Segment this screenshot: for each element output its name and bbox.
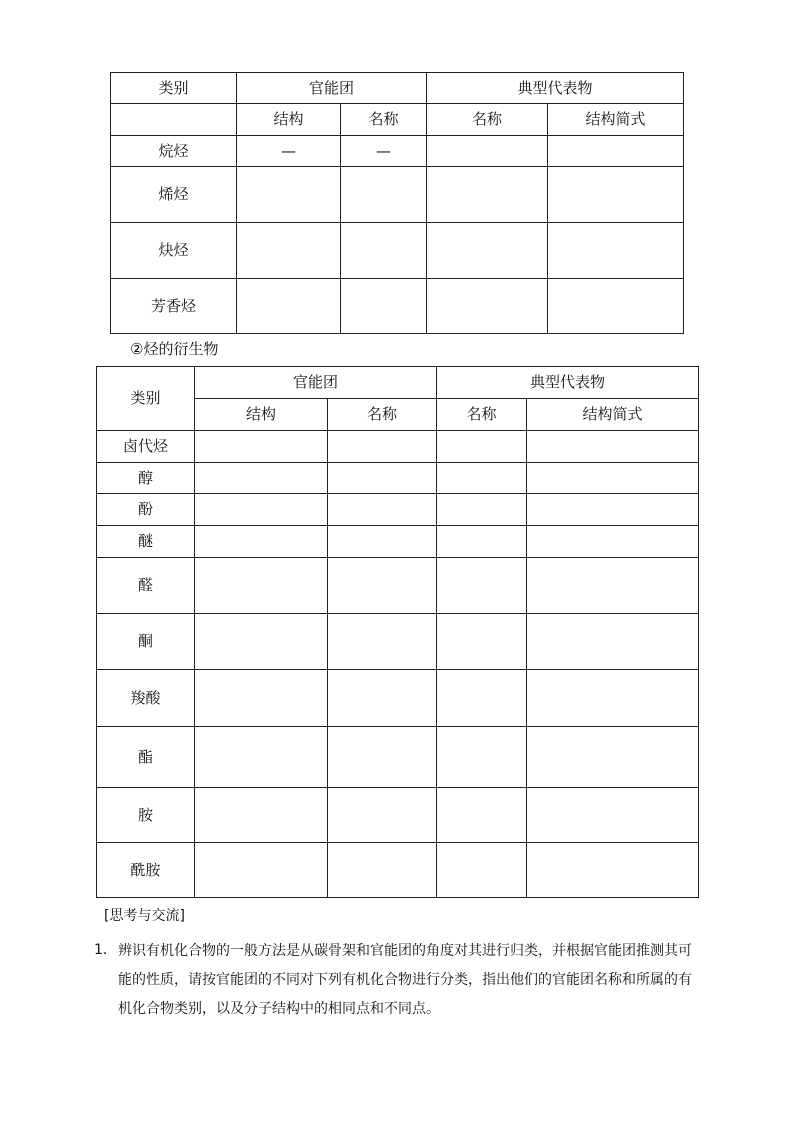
fg-name-cell xyxy=(328,843,437,898)
fg-name-cell xyxy=(328,431,437,463)
header-name: 名称 xyxy=(328,399,437,431)
formula-cell xyxy=(548,136,684,167)
rep-name-cell xyxy=(437,463,527,494)
fg-structure-cell xyxy=(195,670,328,727)
fg-structure-cell xyxy=(195,463,328,494)
row-category: 卤代烃 xyxy=(97,431,195,463)
formula-cell xyxy=(527,727,699,788)
rep-name-cell xyxy=(437,558,527,614)
header-functional-group: 官能团 xyxy=(195,367,437,399)
rep-name-cell xyxy=(437,788,527,843)
formula-cell xyxy=(548,167,684,223)
fg-name-cell xyxy=(328,494,437,526)
formula-cell xyxy=(527,614,699,670)
header-rep-name: 名称 xyxy=(437,399,527,431)
formula-cell xyxy=(527,463,699,494)
formula-cell xyxy=(527,558,699,614)
row-category: 烷烃 xyxy=(111,136,237,167)
fg-structure-cell xyxy=(195,431,328,463)
hydrocarbon-table xyxy=(110,72,684,334)
formula-cell xyxy=(527,843,699,898)
table-row xyxy=(97,614,699,670)
row-category: 酰胺 xyxy=(97,843,195,898)
formula-cell xyxy=(548,223,684,279)
row-category: 醛 xyxy=(97,558,195,614)
row-category: 羧酸 xyxy=(97,670,195,727)
table-row xyxy=(97,526,699,558)
fg-structure-cell xyxy=(195,494,328,526)
header-representative: 典型代表物 xyxy=(427,73,684,104)
table-row xyxy=(97,788,699,843)
row-category: 芳香烃 xyxy=(111,279,237,334)
row-category: 醚 xyxy=(97,526,195,558)
formula-cell xyxy=(527,431,699,463)
rep-name-cell xyxy=(437,670,527,727)
question-number: 1． xyxy=(94,942,117,958)
fg-name-cell xyxy=(328,463,437,494)
header-structure: 结构 xyxy=(237,104,341,136)
header-structure: 结构 xyxy=(195,399,328,431)
row-category: 酯 xyxy=(97,727,195,788)
formula-cell xyxy=(548,279,684,334)
rep-name-cell xyxy=(437,494,527,526)
derivative-table xyxy=(96,366,699,898)
think-exchange-heading: [思考与交流] xyxy=(104,908,185,924)
fg-name-cell xyxy=(328,727,437,788)
fg-name-cell xyxy=(341,223,427,279)
fg-name-cell: — xyxy=(341,136,427,167)
section-title-derivatives: ②烃的衍生物 xyxy=(130,340,219,358)
rep-name-cell xyxy=(437,843,527,898)
header-empty xyxy=(111,104,237,136)
fg-name-cell xyxy=(328,670,437,727)
row-category: 烯烃 xyxy=(111,167,237,223)
row-category: 胺 xyxy=(97,788,195,843)
rep-name-cell xyxy=(437,431,527,463)
fg-structure-cell xyxy=(237,223,341,279)
table-row xyxy=(97,494,699,526)
header-rep-name: 名称 xyxy=(427,104,548,136)
header-name: 名称 xyxy=(341,104,427,136)
fg-structure-cell xyxy=(195,526,328,558)
table-row xyxy=(97,431,699,463)
formula-cell xyxy=(527,494,699,526)
fg-structure-cell: — xyxy=(237,136,341,167)
rep-name-cell xyxy=(437,614,527,670)
header-category: 类别 xyxy=(111,73,237,104)
row-category: 醇 xyxy=(97,463,195,494)
rep-name-cell xyxy=(427,167,548,223)
formula-cell xyxy=(527,788,699,843)
formula-cell xyxy=(527,526,699,558)
fg-structure-cell xyxy=(237,279,341,334)
fg-structure-cell xyxy=(237,167,341,223)
fg-name-cell xyxy=(328,558,437,614)
fg-structure-cell xyxy=(195,558,328,614)
header-simplified-formula: 结构简式 xyxy=(527,399,699,431)
question-text: 辨识有机化合物的一般方法是从碳骨架和官能团的角度对其进行归类，并根据官能团推测其可能的性质，请按官能团的不同对下列有机化合物进行分类，指出他们的官能团名称和所属的有机化合物类别，以及分子结构中的相同点和不同点。 xyxy=(118,943,692,1017)
table-row xyxy=(97,558,699,614)
fg-structure-cell xyxy=(195,727,328,788)
rep-name-cell xyxy=(427,136,548,167)
table-row xyxy=(111,223,684,279)
header-category: 类别 xyxy=(97,367,195,431)
header-simplified-formula: 结构简式 xyxy=(548,104,684,136)
fg-name-cell xyxy=(328,526,437,558)
rep-name-cell xyxy=(437,727,527,788)
formula-cell xyxy=(527,670,699,727)
table-row xyxy=(111,279,684,334)
table-row xyxy=(97,843,699,898)
table-row xyxy=(111,167,684,223)
fg-name-cell xyxy=(341,279,427,334)
fg-structure-cell xyxy=(195,614,328,670)
header-functional-group: 官能团 xyxy=(237,73,427,104)
table-row xyxy=(97,463,699,494)
table-row xyxy=(97,670,699,727)
rep-name-cell xyxy=(437,526,527,558)
fg-structure-cell xyxy=(195,788,328,843)
rep-name-cell xyxy=(427,223,548,279)
fg-name-cell xyxy=(341,167,427,223)
header-representative: 典型代表物 xyxy=(437,367,699,399)
row-category: 炔烃 xyxy=(111,223,237,279)
row-category: 酮 xyxy=(97,614,195,670)
row-category: 酚 xyxy=(97,494,195,526)
fg-name-cell xyxy=(328,614,437,670)
rep-name-cell xyxy=(427,279,548,334)
fg-structure-cell xyxy=(195,843,328,898)
fg-name-cell xyxy=(328,788,437,843)
table-row xyxy=(111,136,684,167)
table-row xyxy=(97,727,699,788)
